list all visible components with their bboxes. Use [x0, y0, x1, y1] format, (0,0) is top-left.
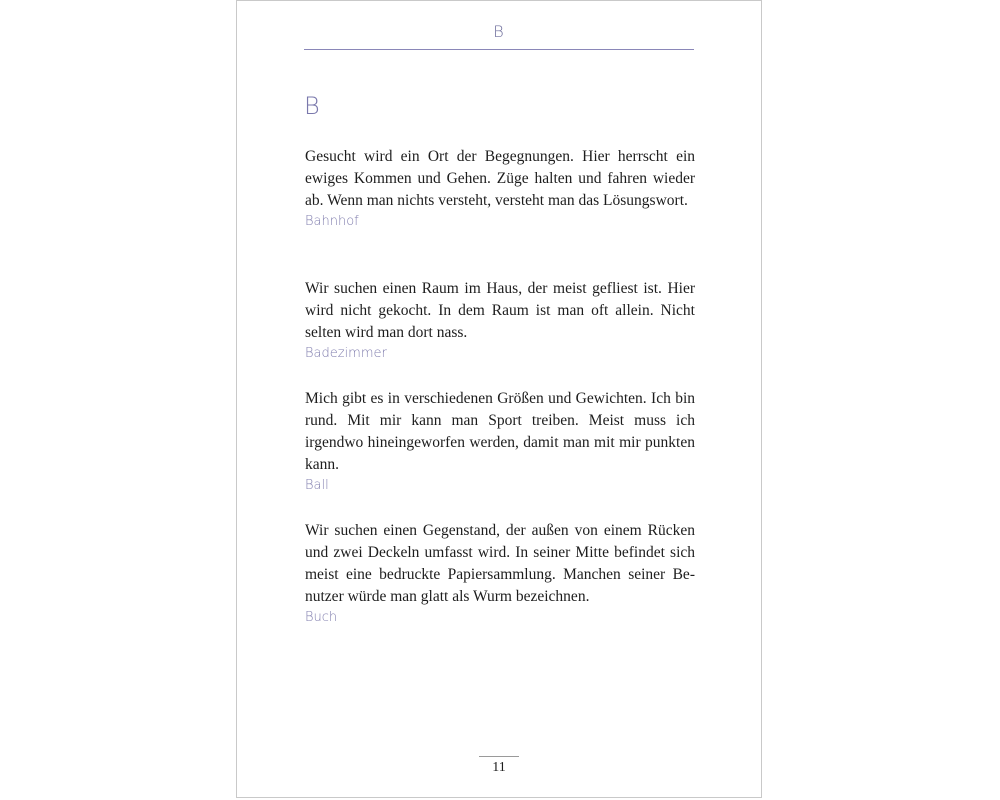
riddle-entry	[305, 388, 695, 496]
footer-divider	[479, 756, 519, 757]
riddle-entry	[305, 146, 695, 232]
riddle-text: Wir suchen einen Raum im Haus, der meist gefliest ist. Hier wird nicht gekocht. In dem Raum ist man oft allein. Nicht selten wird man dort nass.	[305, 280, 695, 341]
header-divider	[304, 49, 694, 50]
riddle-answer: Badezimmer	[305, 346, 387, 361]
riddle-answer: Bahnhof	[305, 214, 359, 229]
riddle-text: Wir suchen einen Gegenstand, der außen von einem Rücken und zwei Deckeln umfasst wird. In seiner Mitte befindet sich meist eine bedruckte Papiersammlung. Manchen seiner Benutzer würde man glatt als Wurm bezeichnen.	[305, 522, 695, 605]
running-header-title: B	[493, 22, 505, 41]
riddle-text: Gesucht wird ein Ort der Begegnungen. Hier herrscht ein ewiges Kommen und Gehen. Züge halten und fahren wieder ab. Wenn man nichts versteht, versteht man das Lösungswort.	[305, 148, 695, 209]
riddle-entry	[305, 278, 695, 364]
riddle-text: Mich gibt es in verschiedenen Größen und Gewichten. Ich bin rund. Mit mir kann man Sport treiben. Meist muss ich irgendwo hineingeworfen werden, damit man mit mir punkten kann.	[305, 390, 695, 473]
riddle-answer: Ball	[305, 478, 329, 493]
riddle-entry	[305, 520, 695, 628]
section-letter: B	[304, 92, 320, 120]
page-number: 11	[492, 760, 506, 775]
riddle-answer: Buch	[305, 610, 338, 625]
